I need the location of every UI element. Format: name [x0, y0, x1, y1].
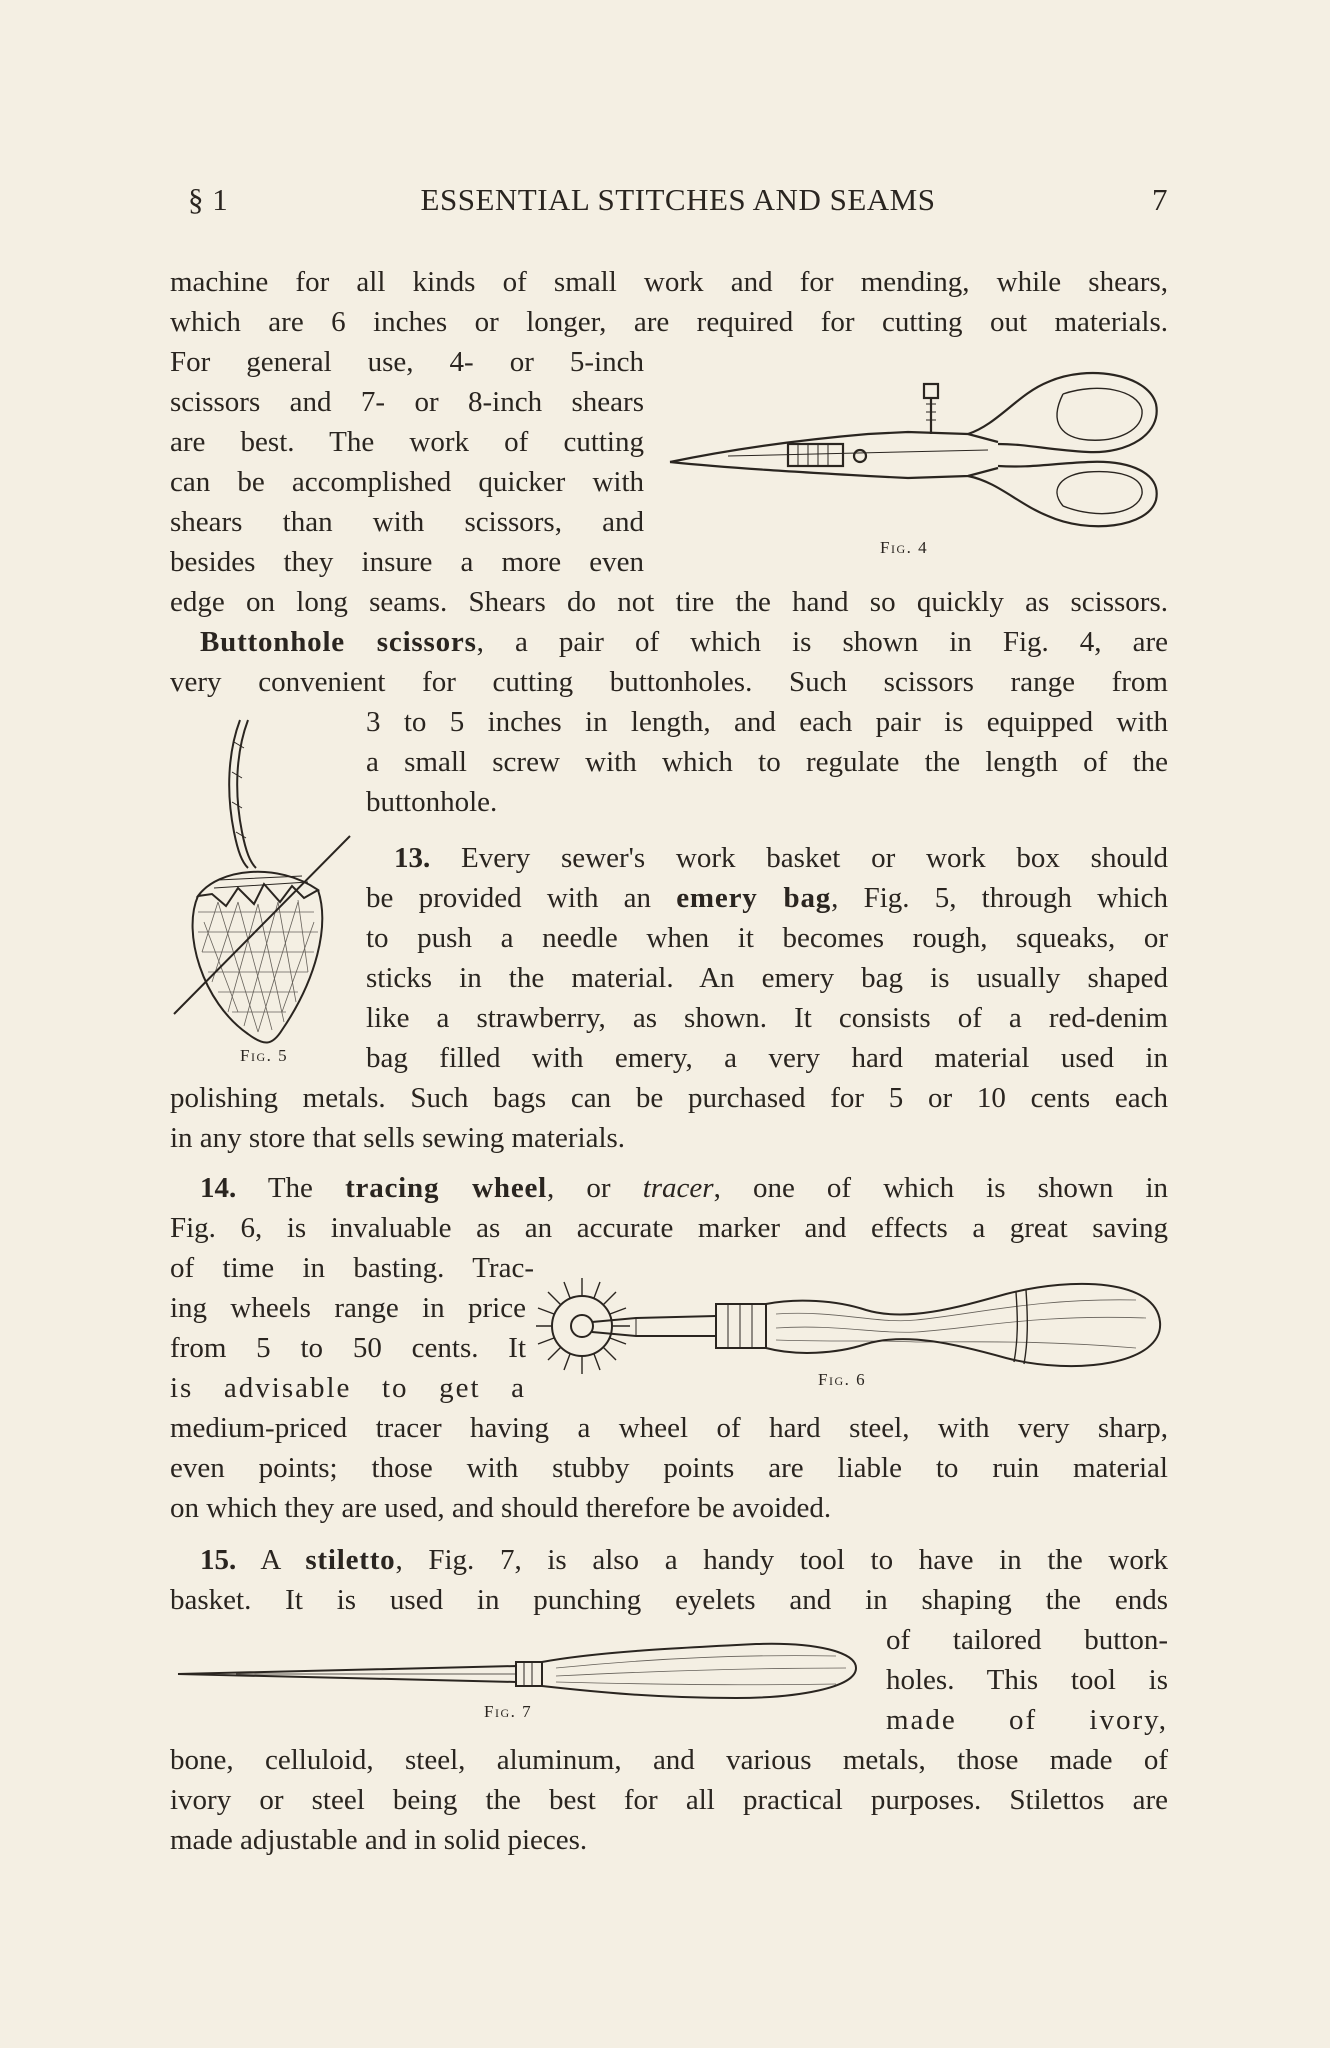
buttonhole-scissors-illustration — [668, 364, 1168, 564]
text-line: polishing metals. Such bags can be purchased for 5 or 10 cents each — [170, 1082, 1168, 1114]
text-line: of time in basting. Trac- — [170, 1252, 534, 1284]
text-line: edge on long seams. Shears do not tire the hand so quickly as scissors. — [170, 586, 1168, 618]
text-line: machine for all kinds of small work and for mending, while shears, — [170, 266, 1168, 298]
term-buttonhole-scissors: Buttonhole scissors — [200, 626, 477, 658]
term-stiletto: stiletto — [305, 1544, 396, 1576]
text-line: even points; those with stubby points are liable to ruin material — [170, 1452, 1168, 1484]
text-line: can be accomplished quicker with — [170, 466, 644, 498]
page-title: ESSENTIAL STITCHES AND SEAMS — [420, 182, 936, 217]
figure-caption: Fig. 4 — [880, 538, 929, 557]
text-line: buttonhole. — [366, 786, 498, 818]
text-line: Fig. 6, is invaluable as an accurate marker and effects a great saving — [170, 1212, 1168, 1244]
text-line: 3 to 5 inches in length, and each pair is equipped with — [366, 706, 1168, 738]
paragraph-number: 13. — [394, 842, 431, 874]
text-line: on which they are used, and should therefore be avoided. — [170, 1492, 832, 1524]
text-line: 14. The tracing wheel, or tracer, one of which is shown in — [200, 1172, 1169, 1204]
text-line: very convenient for cutting buttonholes. Such scissors range from — [170, 666, 1168, 698]
term-tracer: tracer — [642, 1172, 714, 1204]
term-tracing-wheel: tracing wheel — [345, 1172, 548, 1204]
text-line: For general use, 4- or 5-inch — [170, 346, 644, 378]
text-line: is advisable to get a — [170, 1372, 526, 1404]
text-line: in any store that sells sewing materials. — [170, 1122, 626, 1154]
page-number: 7 — [1152, 182, 1168, 217]
text-line: basket. It is used in punching eyelets and in shaping the ends — [170, 1584, 1168, 1616]
text-line: made adjustable and in solid pieces. — [170, 1824, 588, 1856]
section-marker: § 1 — [188, 182, 229, 217]
text-line: ing wheels range in price — [170, 1292, 526, 1324]
paragraph-number: 15. — [200, 1544, 237, 1576]
text-line: are best. The work of cutting — [170, 426, 644, 458]
text-line: a small screw with which to regulate the length of the — [366, 746, 1168, 778]
text-line: shears than with scissors, and — [170, 506, 644, 538]
text-line: bag filled with emery, a very hard material used in — [366, 1042, 1168, 1074]
text-line: holes. This tool is — [886, 1664, 1168, 1696]
term-emery-bag: emery bag — [676, 882, 832, 914]
figure-caption: Fig. 7 — [484, 1702, 533, 1721]
text-line: to push a needle when it becomes rough, squeaks, or — [366, 922, 1168, 954]
figure-caption: Fig. 6 — [818, 1370, 867, 1389]
running-header — [188, 182, 1168, 226]
text-line: like a strawberry, as shown. It consists of a red-denim — [366, 1002, 1168, 1034]
text-line: Buttonhole scissors, a pair of which is shown in Fig. 4, are — [200, 626, 1168, 658]
text-line: scissors and 7- or 8-inch shears — [170, 386, 644, 418]
text-line: medium-priced tracer having a wheel of hard steel, with very sharp, — [170, 1412, 1168, 1444]
text-line: from 5 to 50 cents. It — [170, 1332, 526, 1364]
stiletto-illustration — [176, 1632, 866, 1712]
paragraph-number: 14. — [200, 1172, 237, 1204]
text-line: which are 6 inches or longer, are required for cutting out materials. — [170, 306, 1168, 338]
text-line: besides they insure a more even — [170, 546, 644, 578]
text-line: of tailored button- — [886, 1624, 1168, 1656]
text-line: bone, celluloid, steel, aluminum, and various metals, those made of — [170, 1744, 1168, 1776]
emery-bag-illustration — [168, 712, 358, 1052]
text-line: ivory or steel being the best for all practical purposes. Stilettos are — [170, 1784, 1168, 1816]
text-line: 13. Every sewer's work basket or work box should — [394, 842, 1169, 874]
text-line: be provided with an emery bag, Fig. 5, through which — [366, 882, 1168, 914]
text-line: sticks in the material. An emery bag is usually shaped — [366, 962, 1168, 994]
text-line: made of ivory, — [886, 1704, 1168, 1736]
figure-caption: Fig. 5 — [240, 1046, 289, 1065]
text-line: 15. A stiletto, Fig. 7, is also a handy tool to have in the work — [200, 1544, 1168, 1576]
